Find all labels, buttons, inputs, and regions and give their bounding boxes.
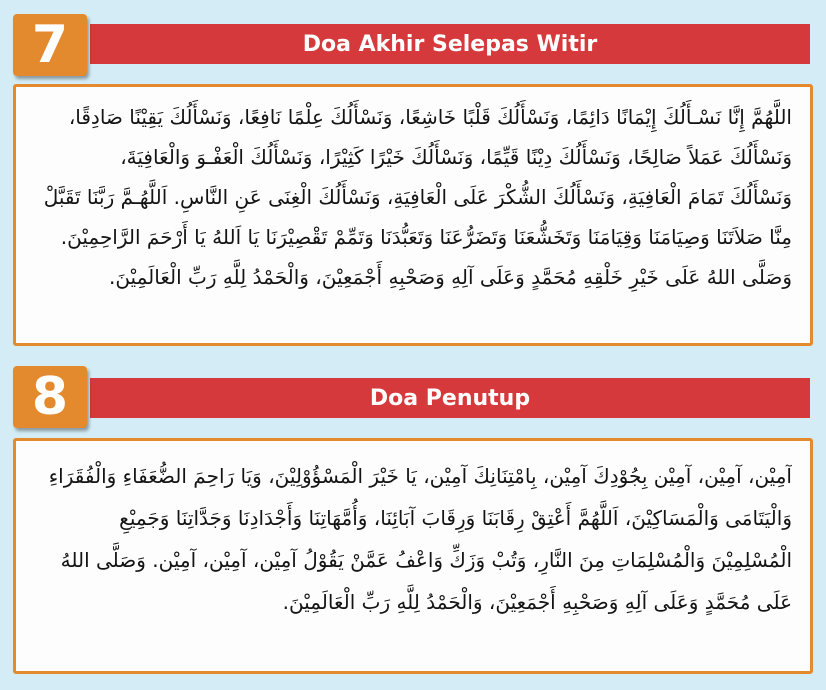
prayer-line: وَالْيَتَامَى وَالْمَسَاكِيْنَ، اَللَّهُمَّ أَعْتِقْ رِقَابَنَا وَرِقَابَ آبَائِنَا، وَأُمَّهَاتِنَا وَأَجْدَادِنَا وَجَدَّاتِنَا وَجَمِيْعِ xyxy=(119,506,792,530)
prayer-line: اللَّهُمَّ إِنَّا نَسْـأَلُكَ إِيْمَانًا دَائِمًا، وَنَسْأَلُكَ قَلْبًا خَاشِعًا، وَنَسْأَلُكَ عِلْمًا نَافِعًا، وَنَسْأَلُكَ يَقِيْنًا صَادِقًا، xyxy=(68,105,792,129)
prayer-line: آمِيْن، آمِيْن، آمِيْن بِجُوْدِكَ آمِيْن، بِامْتِنَانِكَ آمِيْن، يَا خَيْرَ الْمَسْؤُوْلِيْنَ، وَيَا رَاحِمَ الضُّعَفَاءِ وَالْفُقَرَاءِ xyxy=(48,464,792,488)
prayer-line: وَنَسْأَلُكَ عَمَلاً صَالِحًا، وَنَسْأَلُكَ دِيْنًا قَيِّمًا، وَنَسْأَلُكَ خَيْرًا كَثِيْرًا، وَنَسْأَلُكَ الْعَفْـوَ وَالْعَافِيَةَ، xyxy=(120,145,792,169)
prayer-line: وَنَسْأَلُكَ تَمَامَ الْعَافِيَةِ، وَنَسْأَلُكَ الشُّكْرَ عَلَى الْعَافِيَةِ، وَنَسْأَلُكَ الْغِنَى عَنِ النَّاسِ. اَللَّهُـمَّ رَبَّنَا تَقَبَّلْ xyxy=(43,185,792,209)
prayer-text xyxy=(34,97,792,297)
prayer-text-box xyxy=(13,438,813,674)
section-number-badge: 8 xyxy=(13,366,87,428)
prayer-line: الْمُسْلِمِيْنَ وَالْمُسْلِمَاتِ مِنَ النَّارِ، وَتُبْ وَزَكِّ وَاعْفُ عَمَّنْ يَقُوْلُ آمِيْن، آمِيْن، آمِيْن. وَصَلَّى اللهُ xyxy=(60,548,792,572)
prayer-text-box xyxy=(13,84,813,346)
prayer-line: وَصَلَّى اللهُ عَلَى خَيْرِ خَلْقِهِ مُحَمَّدٍ وَعَلَى آلِهِ وَصَحْبِهِ أَجْمَعِيْنَ، وَالْحَمْدُ لِلَّهِ رَبِّ الْعَالَمِيْنَ. xyxy=(108,265,792,289)
prayer-text xyxy=(34,455,792,623)
section-doa-penutup xyxy=(0,352,826,682)
section-number-badge: 7 xyxy=(13,14,87,76)
prayer-line: مِنَّا صَلاَتَنَا وَصِيَامَنَا وَقِيَامَنَا وَتَخَشُّعَنَا وَتَضَرُّعَنَا وَتَعَبُّدَنَا وَتَمِّمْ تَقْصِيْرَنَا يَا اَللهُ يَا أَرْحَمَ الرَّاحِمِيْنَ. xyxy=(60,225,792,249)
prayer-line: عَلَى مُحَمَّدٍ وَعَلَى آلِهِ وَصَحْبِهِ أَجْمَعِيْنَ، وَالْحَمْدُ لِلَّهِ رَبِّ الْعَالَمِيْنَ. xyxy=(282,590,792,614)
section-title: Doa Akhir Selepas Witir xyxy=(90,24,810,64)
section-title: Doa Penutup xyxy=(90,378,810,418)
